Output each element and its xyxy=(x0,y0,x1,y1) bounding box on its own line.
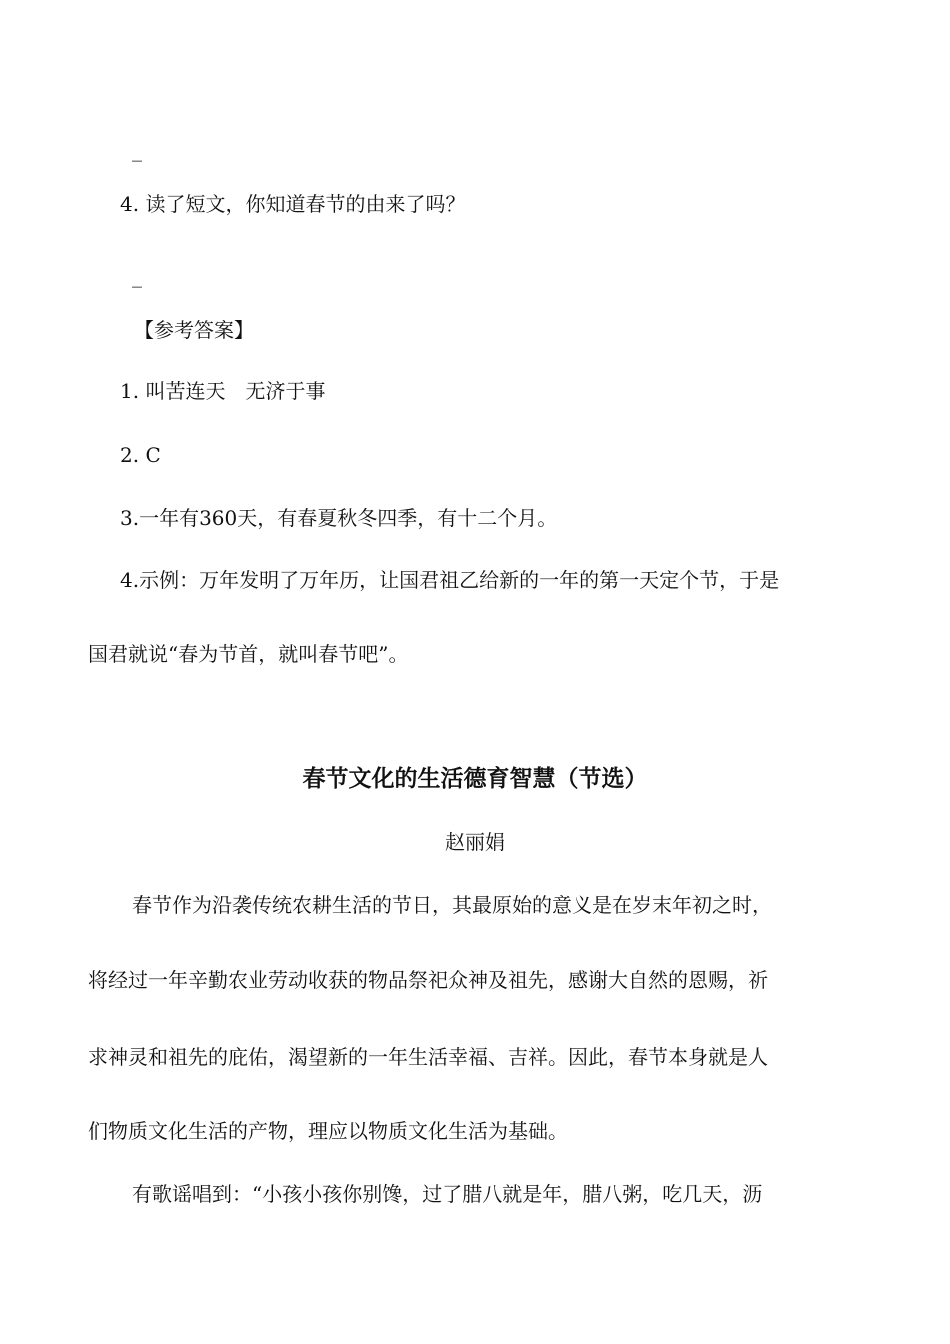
answer-1: 1. 叫苦连天 无济于事 xyxy=(120,379,326,403)
article-title: 春节文化的生活德育智慧（节选） xyxy=(302,766,648,792)
paragraph-1-line-2: 将经过一年辛勤农业劳动收获的物品祭祀众神及祖先，感谢大自然的恩赐，祈 xyxy=(88,968,768,992)
blank-line-2: _ xyxy=(132,264,142,288)
answer-3: 3.一年有360天，有春夏秋冬四季，有十二个月。 xyxy=(120,506,558,530)
paragraph-1-line-3: 求神灵和祖先的庇佑，渴望新的一年生活幸福、吉祥。因此，春节本身就是人 xyxy=(88,1045,768,1069)
question-4: 4. 读了短文，你知道春节的由来了吗？ xyxy=(120,192,466,216)
answer-heading: 【参考答案】 xyxy=(134,318,254,342)
paragraph-1-line-4: 们物质文化生活的产物，理应以物质文化生活为基础。 xyxy=(88,1119,568,1143)
article-author: 赵丽娟 xyxy=(445,830,505,854)
paragraph-2-line-1: 有歌谣唱到：“小孩小孩你别馋，过了腊八就是年，腊八粥，吃几天，沥 xyxy=(132,1182,763,1206)
blank-line-1: _ xyxy=(132,138,142,162)
paragraph-1-line-1: 春节作为沿袭传统农耕生活的节日，其最原始的意义是在岁末年初之时， xyxy=(132,893,772,917)
answer-4-line-2: 国君就说“春为节首，就叫春节吧”。 xyxy=(88,642,409,666)
answer-4-line-1: 4.示例：万年发明了万年历，让国君祖乙给新的一年的第一天定个节，于是 xyxy=(120,568,780,592)
answer-2: 2. C xyxy=(120,443,161,467)
